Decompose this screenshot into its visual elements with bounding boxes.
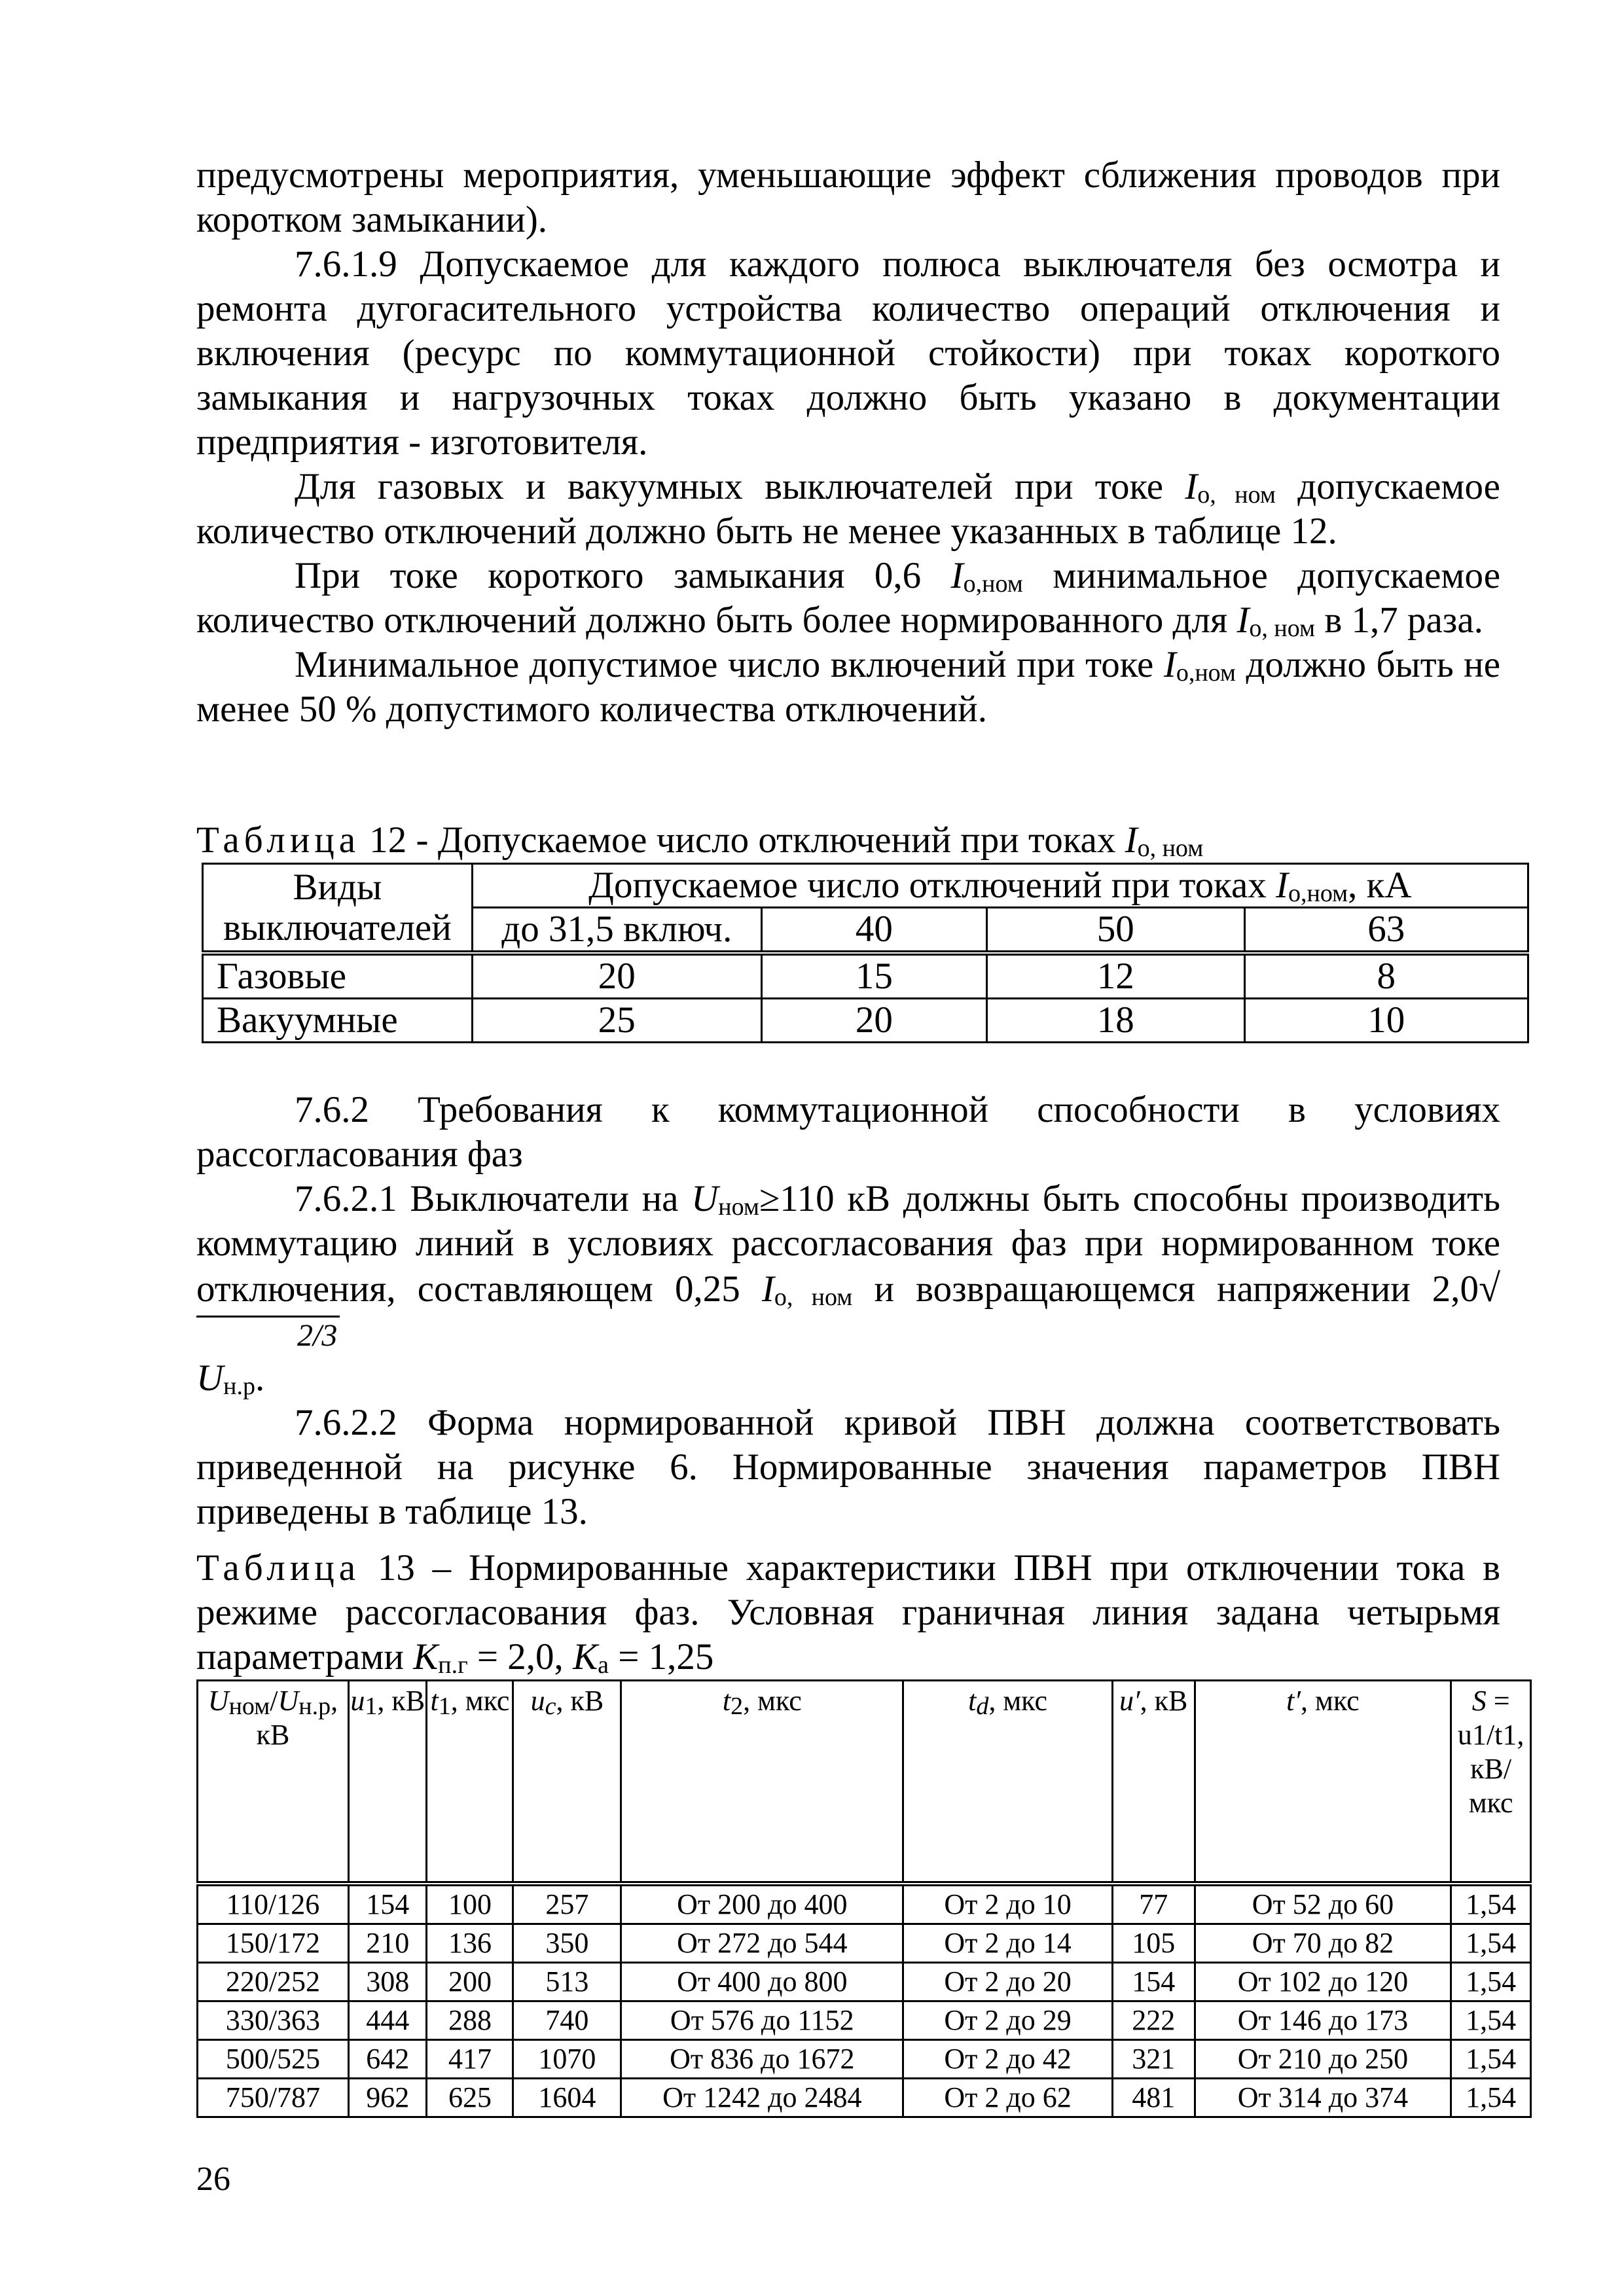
table-cell: 200 bbox=[427, 1962, 513, 2001]
row-name: Вакуумные bbox=[203, 999, 473, 1043]
paragraph-continuation: предусмотрены мероприятия, уменьшающие эффект сближения проводов при коротком замыкании). bbox=[196, 154, 1500, 240]
table-cell: 1,54 bbox=[1451, 2078, 1531, 2117]
header-current: 40 bbox=[761, 908, 986, 954]
table-cell: 642 bbox=[348, 2039, 427, 2078]
table-12-caption: Таблица 12 - Допускаемое число отключений при токах $I_{о, ном}$ bbox=[196, 819, 1204, 862]
table-cell: От 210 до 250 bbox=[1195, 2039, 1451, 2078]
table-cell: От 1242 до 2484 bbox=[621, 2078, 903, 2117]
cell-value: 12 bbox=[986, 953, 1244, 999]
paragraph-gas-vacuum: Для газовых и вакуумных выключателей при токе $I_{о, ном}$ допускаемое количество отключений должно быть не менее указанных в таблице 12. bbox=[196, 466, 1500, 552]
table-cell: От 102 до 120 bbox=[1195, 1962, 1451, 2001]
table-cell: 308 bbox=[348, 1962, 427, 2001]
table-cell: 330/363 bbox=[198, 2001, 349, 2039]
table-cell: От 2 до 62 bbox=[903, 2078, 1113, 2117]
sqrt-icon: √ bbox=[1479, 1266, 1500, 1310]
table-cell: 210 bbox=[348, 1924, 427, 1962]
table-cell: От 2 до 10 bbox=[903, 1884, 1113, 1924]
cell-value: 25 bbox=[472, 999, 761, 1043]
header-u-prime: u′, кВ bbox=[1112, 1681, 1195, 1884]
table-cell: 257 bbox=[513, 1884, 621, 1924]
paragraph-7-6-1-9: 7.6.1.9 Допускаемое для каждого полюса выключателя без осмотра и ремонта дугогасительного устройства количество операций отключения и включения (ресурс по коммутационной стойкости) при токах короткого замыкания и нагрузочных токах должно быть указано в документации предприятия - изготовителя. bbox=[196, 243, 1500, 463]
table-row bbox=[203, 999, 1528, 1043]
table-cell: От 2 до 20 bbox=[903, 1962, 1113, 2001]
cell-value: 20 bbox=[472, 953, 761, 999]
table-cell: От 200 до 400 bbox=[621, 1884, 903, 1924]
section-7-6-2 bbox=[196, 1088, 1500, 1534]
table-row bbox=[198, 1884, 1531, 1924]
header-breaker-type: Виды выключателей bbox=[203, 864, 473, 954]
header-current: до 31,5 включ. bbox=[472, 908, 761, 954]
header-u-nom: $U_{ном}/U_{н.р}$, кВ bbox=[198, 1681, 349, 1884]
header-t-prime: t′, мкс bbox=[1195, 1681, 1451, 1884]
paragraph-min-closings: Минимальное допустимое число включений при токе $I_{о,ном}$ должно быть не менее 50 % допустимого количества отключений. bbox=[196, 644, 1500, 730]
table-12 bbox=[202, 863, 1529, 1043]
cell-value: 18 bbox=[986, 999, 1244, 1043]
table-cell: От 400 до 800 bbox=[621, 1962, 903, 2001]
cell-value: 20 bbox=[761, 999, 986, 1043]
table-cell: 1,54 bbox=[1451, 1962, 1531, 2001]
table-row bbox=[198, 2078, 1531, 2117]
table-row bbox=[198, 1962, 1531, 2001]
table-cell: 150/172 bbox=[198, 1924, 349, 1962]
paragraph-7-6-2-1: 7.6.2.1 Выключатели на $U_{ном}\ge 110$ кВ должны быть способны производить коммутацию линий в условиях рассогласования фаз при нормированном токе отключения, составляющем 0,25 $I_{о, ном}$ и возвращающемся напряжении 2,0√2/3 $U_{н.р}$. bbox=[196, 1178, 1500, 1400]
cell-value: 8 bbox=[1244, 953, 1528, 999]
header-t1: $t_1$, мкс bbox=[427, 1681, 513, 1884]
table-cell: От 576 до 1152 bbox=[621, 2001, 903, 2039]
table-cell: 100 bbox=[427, 1884, 513, 1924]
table-row bbox=[198, 1924, 1531, 1962]
table-header-row bbox=[198, 1681, 1531, 1884]
table-cell: 105 bbox=[1112, 1924, 1195, 1962]
table-cell: 136 bbox=[427, 1924, 513, 1962]
intro-text bbox=[196, 153, 1500, 732]
table-cell: 417 bbox=[427, 2039, 513, 2078]
table-cell: 110/126 bbox=[198, 1884, 349, 1924]
table-cell: От 70 до 82 bbox=[1195, 1924, 1451, 1962]
table-row bbox=[203, 953, 1528, 999]
paragraph-7-6-2: 7.6.2 Требования к коммутационной способности в условиях рассогласования фаз bbox=[196, 1089, 1500, 1175]
table-13-body bbox=[198, 1884, 1531, 2117]
header-s: S = u1/t1, кВ/мкс bbox=[1451, 1681, 1531, 1884]
table-cell: 962 bbox=[348, 2078, 427, 2117]
header-uc: $u_c$, кВ bbox=[513, 1681, 621, 1884]
table-cell: 154 bbox=[1112, 1962, 1195, 2001]
table-cell: 740 bbox=[513, 2001, 621, 2039]
table-cell: 513 bbox=[513, 1962, 621, 2001]
cell-value: 15 bbox=[761, 953, 986, 999]
row-name: Газовые bbox=[203, 953, 473, 999]
table-cell: От 836 до 1672 bbox=[621, 2039, 903, 2078]
table-cell: 625 bbox=[427, 2078, 513, 2117]
table-cell: 350 bbox=[513, 1924, 621, 1962]
table-cell: 1,54 bbox=[1451, 1924, 1531, 1962]
table-cell: 288 bbox=[427, 2001, 513, 2039]
table-cell: 220/252 bbox=[198, 1962, 349, 2001]
header-td: $t_d$, мкс bbox=[903, 1681, 1113, 1884]
table-cell: 222 bbox=[1112, 2001, 1195, 2039]
table-cell: 1,54 bbox=[1451, 2039, 1531, 2078]
paragraph-short-circuit: При токе короткого замыкания 0,6 $I_{о,ном}$ минимальное допускаемое количество отключений должно быть более нормированного для $I_{о, ном}$ в 1,7 раза. bbox=[196, 555, 1500, 642]
table-cell: От 314 до 374 bbox=[1195, 2078, 1451, 2117]
paragraph-7-6-2-2: 7.6.2.2 Форма нормированной кривой ПВН должна соответствовать приведенной на рисунке 6. Нормированные значения параметров ПВН приведены в таблице 13. bbox=[196, 1402, 1500, 1532]
table-cell: 481 bbox=[1112, 2078, 1195, 2117]
table-cell: 321 bbox=[1112, 2039, 1195, 2078]
table-cell: 500/525 bbox=[198, 2039, 349, 2078]
table-cell: От 52 до 60 bbox=[1195, 1884, 1451, 1924]
header-allowed-count: Допускаемое число отключений при токах $I_{о,ном}$, кА bbox=[472, 864, 1528, 908]
table-cell: 750/787 bbox=[198, 2078, 349, 2117]
table-cell: От 272 до 544 bbox=[621, 1924, 903, 1962]
table-cell: 1070 bbox=[513, 2039, 621, 2078]
table-row bbox=[198, 2039, 1531, 2078]
table-cell: 1604 bbox=[513, 2078, 621, 2117]
header-current: 50 bbox=[986, 908, 1244, 954]
table-cell: 1,54 bbox=[1451, 1884, 1531, 1924]
table-cell: От 146 до 173 bbox=[1195, 2001, 1451, 2039]
table-cell: 154 bbox=[348, 1884, 427, 1924]
header-t2: $t_2$, мкс bbox=[621, 1681, 903, 1884]
table-cell: 444 bbox=[348, 2001, 427, 2039]
header-u1: $u_1$, кВ bbox=[348, 1681, 427, 1884]
page-number: 26 bbox=[196, 2161, 230, 2198]
cell-value: 10 bbox=[1244, 999, 1528, 1043]
table-cell: От 2 до 42 bbox=[903, 2039, 1113, 2078]
table-cell: 1,54 bbox=[1451, 2001, 1531, 2039]
table-row bbox=[198, 2001, 1531, 2039]
table-cell: От 2 до 14 bbox=[903, 1924, 1113, 1962]
table-cell: От 2 до 29 bbox=[903, 2001, 1113, 2039]
header-current: 63 bbox=[1244, 908, 1528, 954]
table-cell: 77 bbox=[1112, 1884, 1195, 1924]
table-13 bbox=[196, 1679, 1532, 2118]
table-13-caption: Таблица 13 – Нормированные характеристики ПВН при отключении тока в режиме рассогласования фаз. Условная граничная линия задана четырьмя параметрами $K_{п.г} = 2,0$, $K_а = 1,25$ bbox=[196, 1547, 1500, 1679]
